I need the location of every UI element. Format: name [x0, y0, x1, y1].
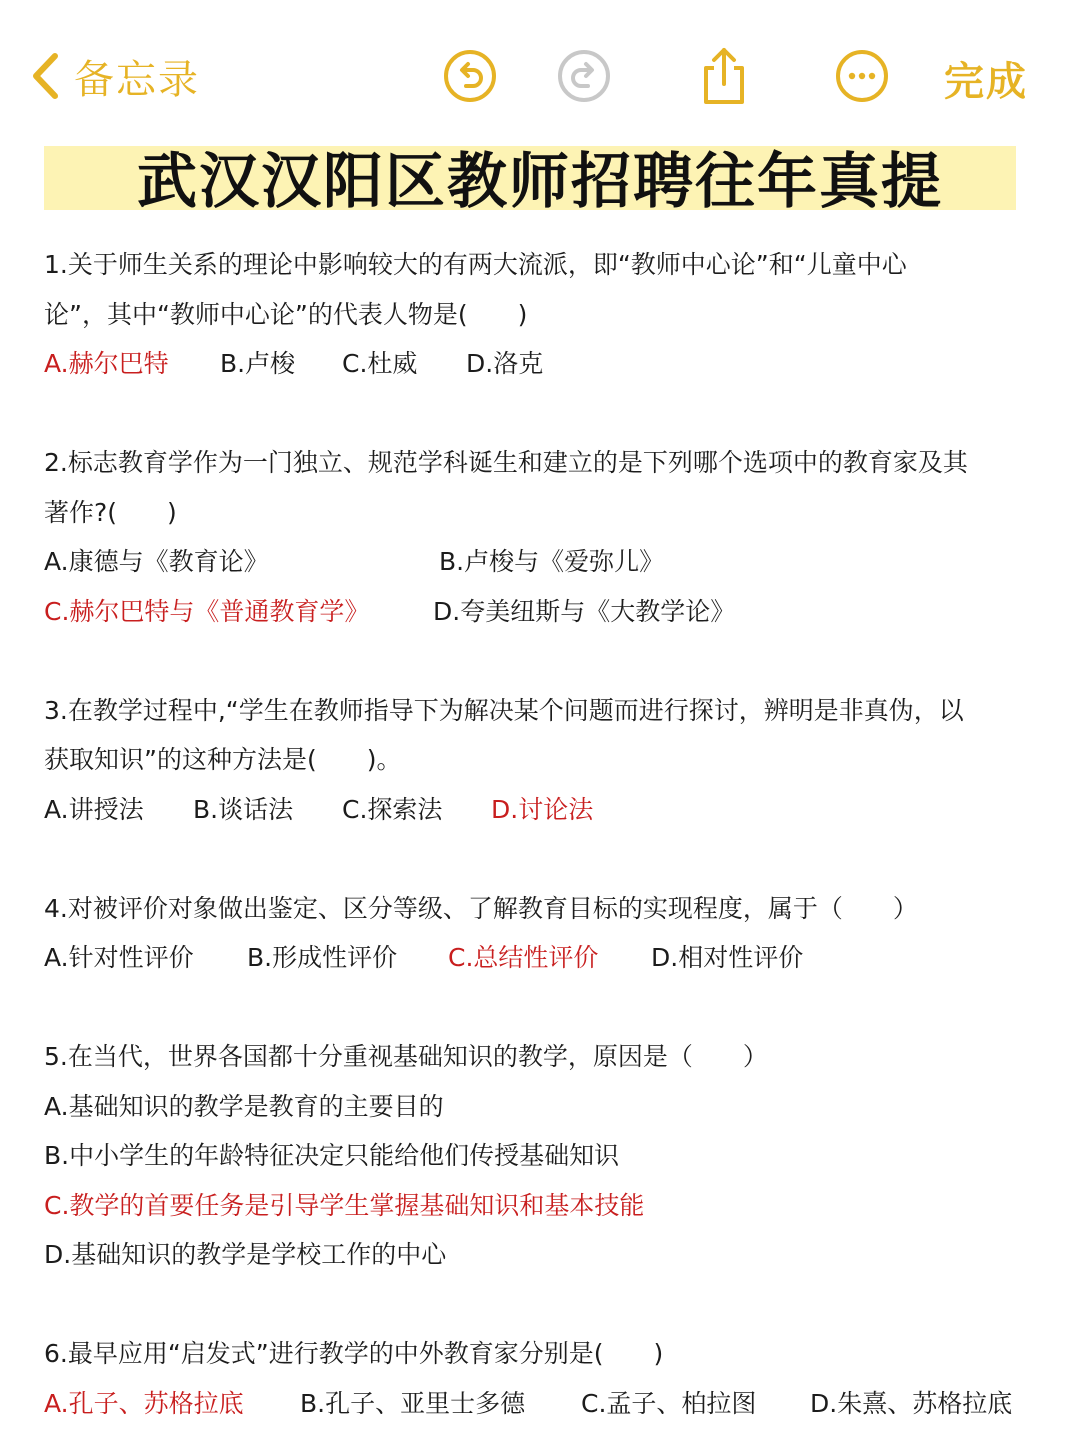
page-title: 武汉汉阳区教师招聘往年真提 — [137, 147, 943, 217]
option-c: C.杜威 — [342, 349, 418, 378]
options-row — [44, 933, 1044, 983]
option-b: B.孔子、亚里士多德 — [300, 1388, 526, 1418]
undo-button[interactable] — [440, 46, 500, 106]
question-6 — [44, 1329, 1044, 1428]
more-button[interactable] — [832, 46, 892, 106]
option-d: D.洛克 — [466, 349, 544, 378]
question-text: 6.最早应用“启发式”进行教学的中外教育家分别是( ) — [44, 1339, 664, 1368]
undo-icon — [442, 48, 498, 104]
option-a: A.康德与《教育论》 — [44, 547, 269, 576]
question-text: 1.关于师生关系的理论中影响较大的有两大流派，即“教师中心论”和“儿童中心 — [44, 250, 907, 279]
options-row — [44, 339, 1044, 389]
question-1 — [44, 240, 1044, 389]
question-text: 2.标志教育学作为一门独立、规范学科诞生和建立的是下列哪个选项中的教育家及其 — [44, 448, 968, 477]
question-4 — [44, 884, 1044, 983]
question-3 — [44, 686, 1044, 835]
option-c: C.总结性评价 — [448, 943, 599, 972]
option-c: C.探索法 — [342, 794, 443, 824]
options-row — [44, 587, 1044, 637]
question-text: 3.在教学过程中,“学生在教师指导下为解决某个问题而进行探讨，辨明是非真伪，以 — [44, 695, 964, 725]
option-c: C.赫尔巴特与《普通教育学》 — [44, 596, 370, 626]
option-b: B.形成性评价 — [247, 943, 398, 972]
option-a: A.孔子、苏格拉底 — [44, 1388, 244, 1418]
options-row — [44, 537, 1044, 587]
redo-icon — [556, 48, 612, 104]
option-a: A.基础知识的教学是教育的主要目的 — [44, 1091, 444, 1121]
option-b: B.谈话法 — [193, 794, 294, 824]
question-text-continued: 著作?( ) — [44, 497, 177, 527]
option-c: C.教学的首要任务是引导学生掌握基础知识和基本技能 — [44, 1190, 645, 1220]
question-2 — [44, 438, 1044, 636]
chevron-left-icon — [30, 52, 60, 100]
option-a: A.讲授法 — [44, 794, 144, 824]
more-icon — [834, 48, 890, 104]
option-d: D.讨论法 — [491, 794, 594, 824]
back-label: 备忘录 — [74, 56, 200, 103]
option-c: C.孟子、柏拉图 — [581, 1388, 757, 1418]
share-icon — [696, 46, 752, 106]
navigation-bar — [0, 0, 1080, 140]
question-5 — [44, 1032, 1044, 1280]
question-text-continued: 论”，其中“教师中心论”的代表人物是( ) — [44, 299, 528, 329]
note-body[interactable] — [44, 240, 1044, 1428]
options-row — [44, 785, 1044, 835]
option-b: B.中小学生的年龄特征决定只能给他们传授基础知识 — [44, 1141, 620, 1170]
share-button[interactable] — [694, 46, 754, 106]
option-b: B.卢梭 — [220, 349, 296, 378]
redo-button[interactable] — [554, 46, 614, 106]
option-d: D.基础知识的教学是学校工作的中心 — [44, 1240, 447, 1269]
question-text: 4.对被评价对象做出鉴定、区分等级、了解教育目标的实现程度，属于（ ） — [44, 893, 918, 923]
question-text: 5.在当代，世界各国都十分重视基础知识的教学，原因是（ ） — [44, 1042, 768, 1071]
option-a: A.针对性评价 — [44, 943, 194, 972]
option-d: D.夸美纽斯与《大教学论》 — [433, 596, 736, 626]
back-button[interactable] — [30, 44, 200, 108]
question-text-continued: 获取知识”的这种方法是( )。 — [44, 745, 402, 774]
done-button[interactable]: 完成 — [944, 59, 1028, 105]
option-a: A.赫尔巴特 — [44, 349, 169, 378]
option-b: B.卢梭与《爱弥儿》 — [439, 547, 665, 576]
option-d: D.朱熹、苏格拉底 — [810, 1388, 1013, 1418]
option-d: D.相对性评价 — [651, 943, 804, 972]
options-row — [44, 1379, 1044, 1429]
